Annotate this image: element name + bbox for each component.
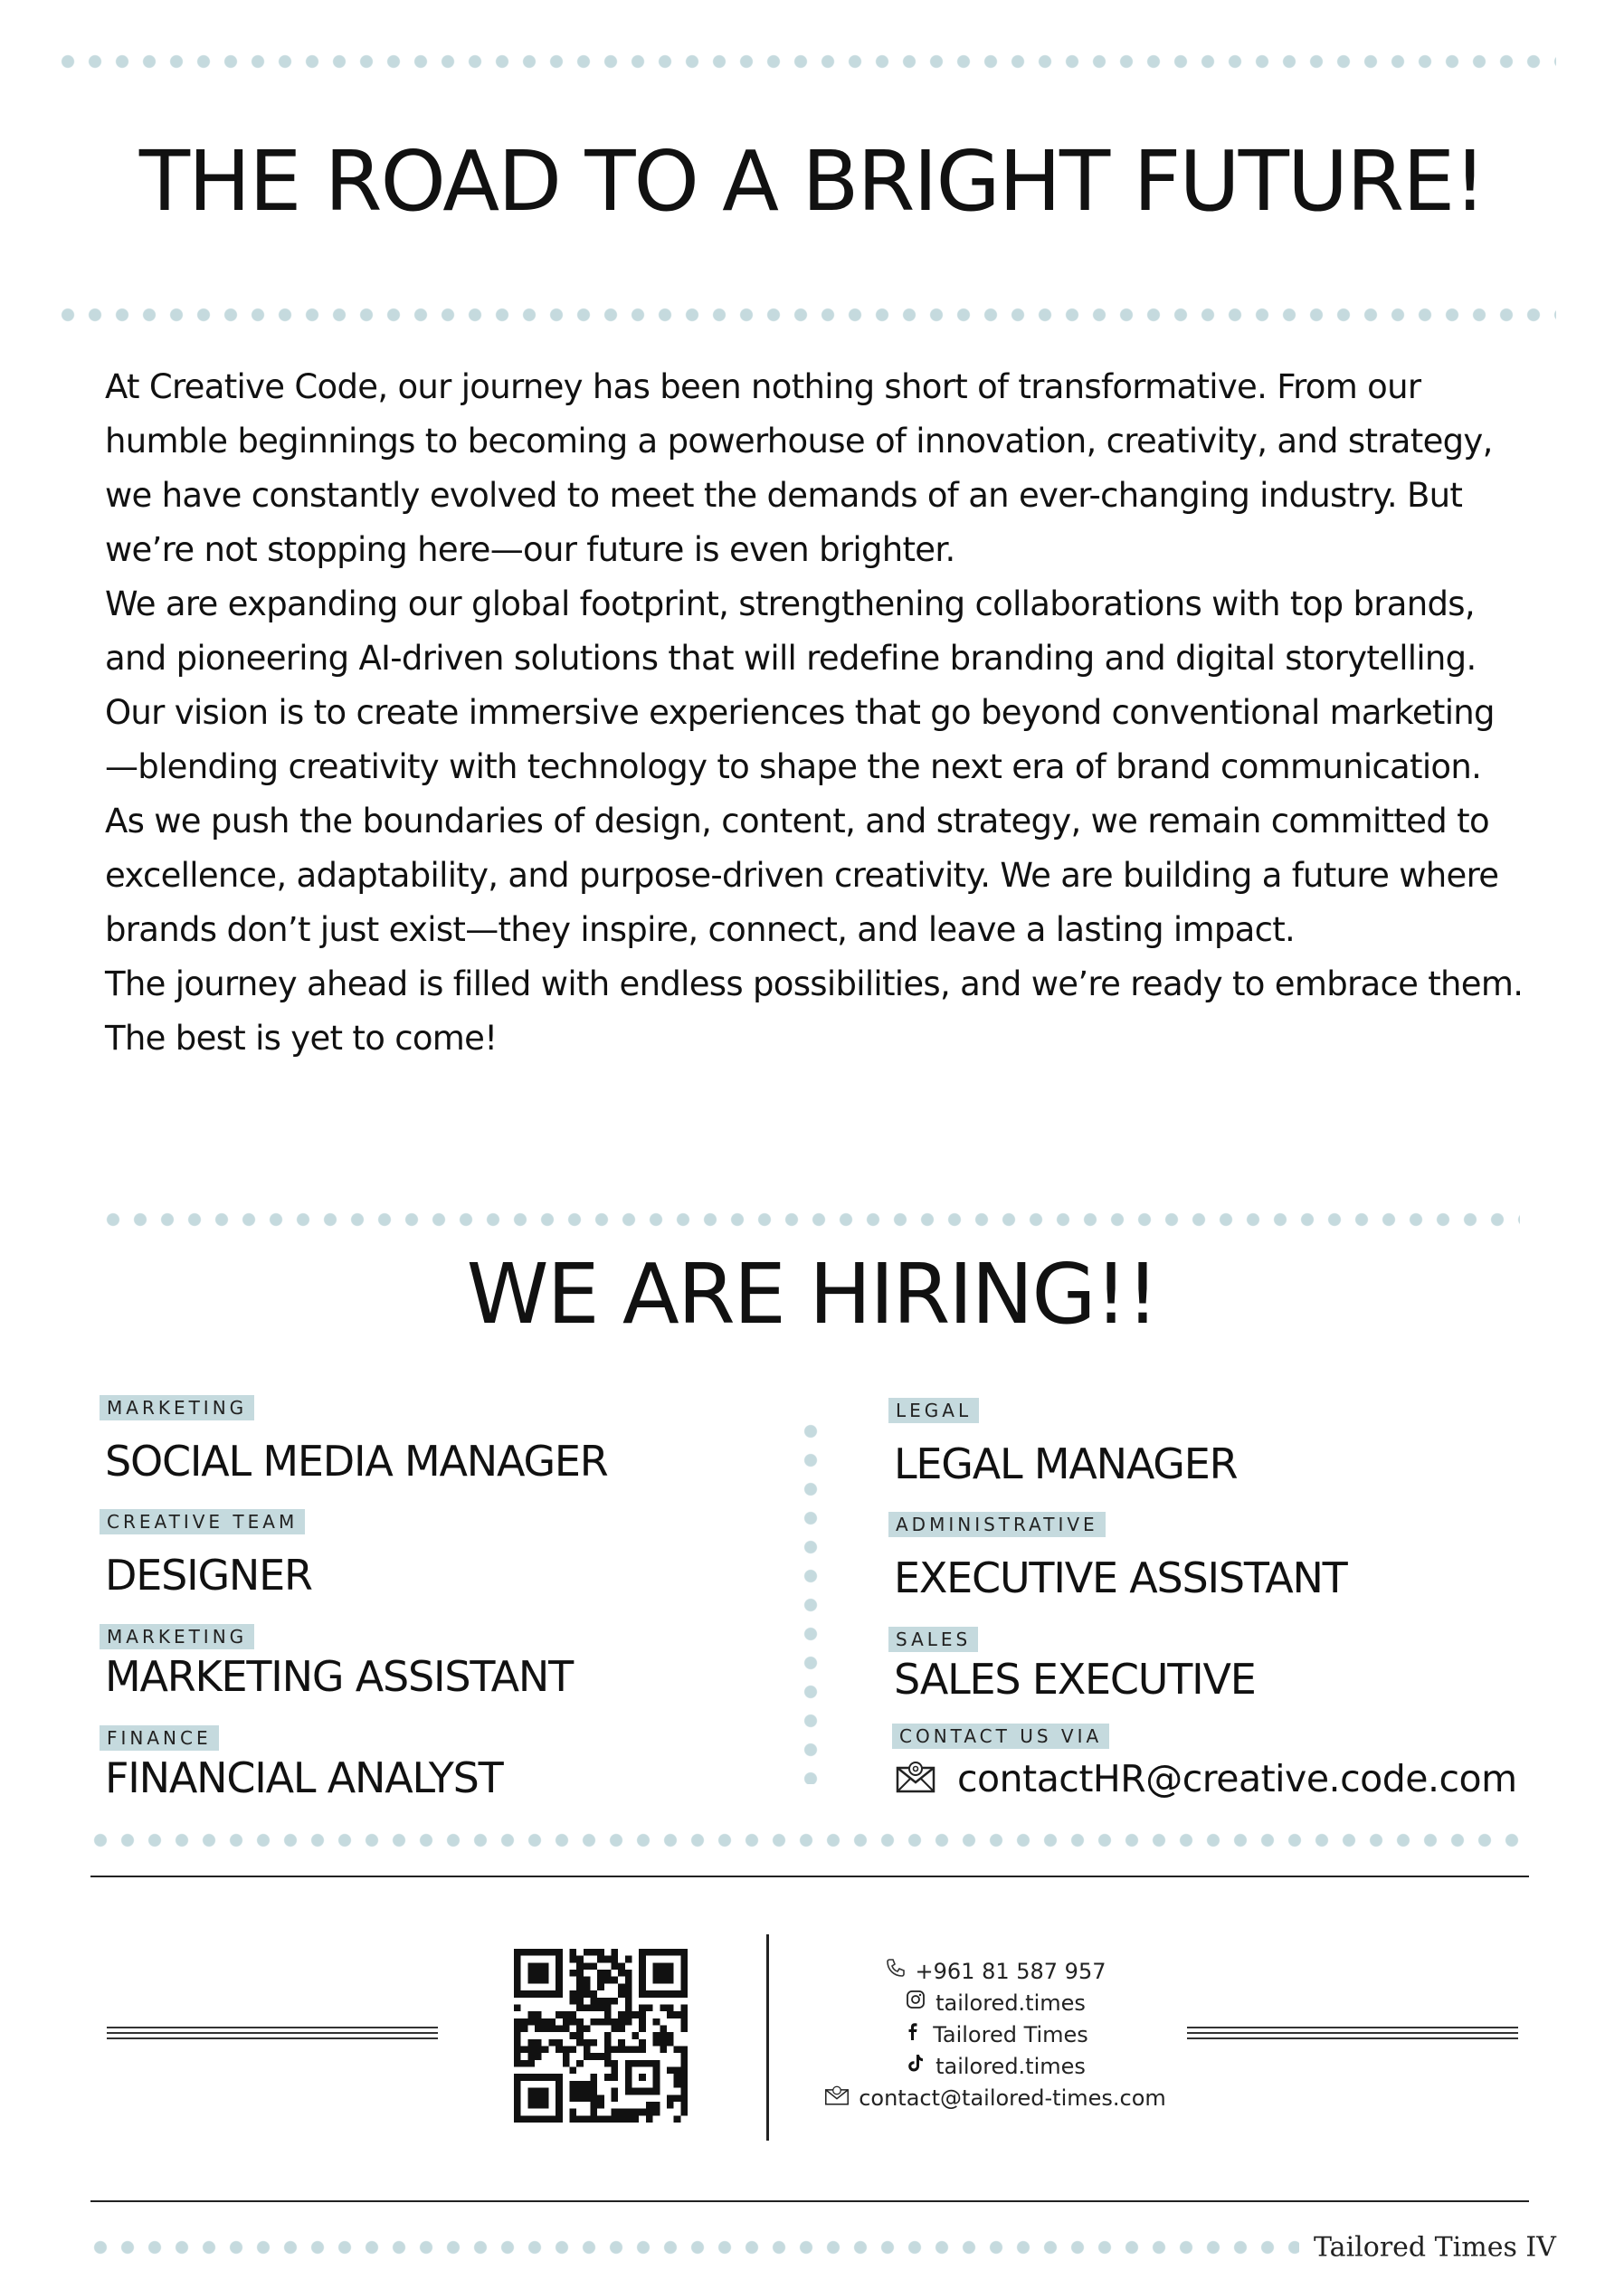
footer-contact-list bbox=[778, 1956, 1212, 2114]
qr-code-image bbox=[514, 1949, 688, 2123]
instagram-row[interactable] bbox=[778, 1988, 1212, 2019]
dotted-divider-mid bbox=[100, 1212, 1520, 1227]
intro-paragraph: At Creative Code, our journey has been nothing short of transformative. From our humble beginnings to becoming a powerhouse of innovation, creativity, and strategy, we have constantly evolved to meet the demands of an ever-changing industry. But we’re not stopping here—our future is even brighter. bbox=[105, 367, 1493, 569]
facebook-page: Tailored Times bbox=[933, 2022, 1088, 2047]
department-tag: SALES bbox=[888, 1627, 978, 1652]
decorative-lines-right bbox=[1187, 2027, 1518, 2043]
footer-rule-top bbox=[90, 1876, 1529, 1877]
envelope-at-icon bbox=[824, 2083, 850, 2114]
decorative-lines-left bbox=[107, 2027, 438, 2043]
tiktok-icon bbox=[905, 2051, 926, 2083]
hiring-title: WE ARE HIRING!! bbox=[466, 1246, 1158, 1343]
intro-paragraph: The journey ahead is filled with endless possibilities, and we’re ready to embrace them. The best is yet to come! bbox=[105, 964, 1524, 1058]
intro-paragraph: As we push the boundaries of design, content, and strategy, we remain committed to excellence, adaptability, and purpose-driven creativity. We are building a future where brands don’t just exist—they inspire, connect, and leave a lasting impact. bbox=[105, 802, 1499, 949]
instagram-handle: tailored.times bbox=[935, 1990, 1086, 2016]
tiktok-handle: tailored.times bbox=[935, 2054, 1086, 2079]
hr-email-row[interactable] bbox=[896, 1757, 1517, 1800]
department-tag: FINANCE bbox=[100, 1725, 219, 1751]
instagram-icon bbox=[905, 1988, 926, 2019]
phone-icon bbox=[885, 1956, 907, 1988]
job-title: SALES EXECUTIVE bbox=[894, 1655, 1256, 1704]
footer-email: contact@tailored-times.com bbox=[859, 2085, 1166, 2111]
department-tag: ADMINISTRATIVE bbox=[888, 1512, 1106, 1537]
intro-paragraph: We are expanding our global footprint, strengthening collaborations with top brands, and pioneering AI-driven solutions that will redefine branding and digital storytelling. Our vision is to create immersive experiences that go beyond conventional marketing—blending creativity with technology to shape the next era of brand communication. bbox=[105, 584, 1495, 786]
job-title: DESIGNER bbox=[105, 1551, 312, 1600]
dotted-divider-title bbox=[54, 308, 1556, 322]
department-tag: LEGAL bbox=[888, 1398, 979, 1423]
facebook-row[interactable] bbox=[778, 2019, 1212, 2051]
phone-number: +961 81 587 957 bbox=[915, 1959, 1106, 1984]
department-tag: MARKETING bbox=[100, 1395, 254, 1420]
department-tag: CREATIVE TEAM bbox=[100, 1509, 305, 1534]
brand-signature: Tailored Times IV bbox=[1314, 2231, 1556, 2264]
intro-text bbox=[105, 360, 1525, 1066]
dotted-divider-bottom bbox=[87, 2240, 1299, 2255]
job-title: MARKETING ASSISTANT bbox=[105, 1652, 574, 1701]
dotted-divider-vertical bbox=[803, 1417, 818, 1784]
department-tag: MARKETING bbox=[100, 1624, 254, 1649]
contact-tag: CONTACT US VIA bbox=[892, 1724, 1109, 1749]
footer-rule-bottom bbox=[90, 2200, 1529, 2202]
page-title: THE ROAD TO A BRIGHT FUTURE! bbox=[138, 133, 1486, 230]
phone-row[interactable] bbox=[778, 1956, 1212, 1988]
job-title: FINANCIAL ANALYST bbox=[105, 1753, 503, 1802]
job-title: EXECUTIVE ASSISTANT bbox=[894, 1553, 1347, 1602]
dotted-divider-top bbox=[54, 54, 1556, 69]
job-title: LEGAL MANAGER bbox=[894, 1439, 1238, 1488]
hr-email-link[interactable]: contactHR@creative.code.com bbox=[957, 1757, 1517, 1800]
footer-vertical-divider bbox=[766, 1934, 769, 2141]
job-title: SOCIAL MEDIA MANAGER bbox=[105, 1437, 608, 1486]
footer-email-row[interactable] bbox=[778, 2083, 1212, 2114]
envelope-at-icon bbox=[896, 1761, 935, 1797]
dotted-divider-lower bbox=[87, 1833, 1529, 1847]
tiktok-row[interactable] bbox=[778, 2051, 1212, 2083]
facebook-icon bbox=[902, 2019, 924, 2051]
